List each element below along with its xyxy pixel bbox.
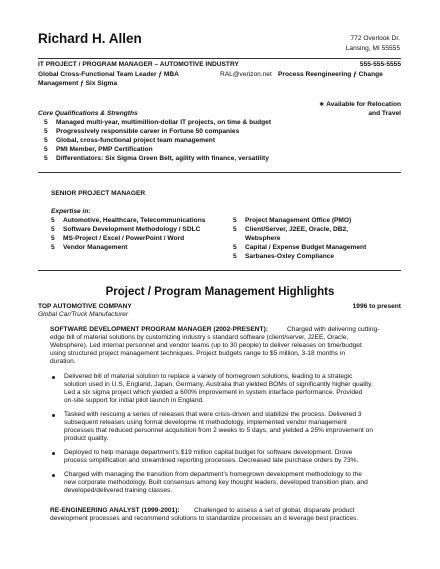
address-line-2: Lansing, MI 55555 [345,45,400,52]
header-divider [38,58,401,59]
relocation-line-2: and Travel [368,110,401,117]
role2-title: RE-ENGINEERING ANALYST (1999-2001): [50,507,180,514]
list-item: 5 Project Management Office (PMO) [233,217,352,224]
role1-line: using structured project management techniques. Project budgets range to $5 million, 3-18 months in [50,350,346,357]
list-item: 5 Progressively responsible career in Fortune 50 companies [44,128,240,135]
list-item: 5 Vendor Management [51,244,128,251]
role1-title: SOFTWARE DEVELOPMENT PROGRAM MANAGER (2002-PRESENT): [50,326,268,333]
list-item: 5 Global, cross-functional project team management [44,137,216,144]
sixsigma-line: Management ƒ Six Sigma [38,80,118,87]
candidate-name: Richard H. Allen [38,31,142,46]
role1-line: duration. [50,358,76,365]
list-item: 5 MS-Project / Excel / PowerPoint / Word [51,235,185,242]
company-name: TOP AUTOMOTIVE COMPANY [38,303,132,310]
role2-line: development processes and recommend solutions to standardize processes an d leverage best practices. [50,515,359,522]
list-item: 5 PMI Member, PMP Certification [44,146,153,153]
bullet-marker: 5 [44,155,48,162]
bullet-dot [52,452,55,455]
role1-line: edge bill of material solutions by customizing industry s standard software (client/server, J2EE, Oracle, [50,334,349,341]
accomplishment-line: solution used in U.S, England, Japan, Germany, Australia that yielded BOMs of significantly higher quality. [64,381,373,388]
list-item: 5 Sarbanes-Oxley Compliance [233,253,335,260]
bullet-marker: 5 [233,244,237,251]
email: RAL@verizon.net [220,71,272,78]
list-item: 5 Client/Server, J2EE, Oracle, DB2, [233,226,348,233]
bullet-dot [52,376,55,379]
expertise-heading: Expertise in: [51,208,91,215]
accomplishment-line: on-site support for initial pilot launch in England. [64,397,205,404]
role1-line: Websphere). Led internal personnel and vendor teams (up to 30 people) to deliver releases on time/budget [50,342,362,349]
accomplishment-line: Deployed to help manage department’s $19 million capital budget for software development. Drove [64,449,353,456]
phone: 555-555-5555 [359,61,401,68]
list-item: 5 Managed multi-year, multimillion-dollar IT projects, on time & budget [44,119,272,126]
accomplishment-line: Tasked with rescuing a series of releases that were crisis-driven and stabilize the process. Delivered 3 [64,411,362,418]
leader-line: Global Cross-Functional Team Leader ƒ MBA [38,71,179,78]
title-line: IT PROJECT / PROGRAM MANAGER – AUTOMOTIVE INDUSTRY [38,61,239,68]
bullet-marker: 5 [51,235,55,242]
accomplishment-line: subsequent releases using formal developme nt methodology, implemented vendor management [64,419,347,426]
relocation-line-1: ∗ Available for Relocation [319,101,401,108]
bullet-marker: 5 [233,217,237,224]
employment-dates: 1996 to present [352,303,401,310]
bullet-marker: 5 [44,137,48,144]
list-item: 5 Differentiators: Six Sigma Green Belt, agility with finance, versatility [44,155,269,162]
list-item: 5 Software Development Methodology / SDLC [51,226,201,233]
reengineering-line: Process Reengineering ƒ Change [278,71,383,78]
bullet-marker: 5 [44,146,48,153]
role1-line: Charged with delivering cutting- [287,326,380,333]
accomplishment-line: Charged with managing the transition from department’s homegrown development methodology to the [64,471,362,478]
core-heading: Core Qualifications & Strengths [38,110,138,117]
role2-line: Challenged to assess a set of global, disparate product [194,507,355,514]
bullet-marker: 5 [51,217,55,224]
list-item-continuation: Websphere [245,235,281,242]
bullet-marker: 5 [233,253,237,260]
bullet-marker: 5 [44,119,48,126]
section-divider [38,270,401,271]
bullet-dot [52,474,55,477]
list-item: 5 Automotive, Healthcare, Telecommunications [51,217,206,224]
accomplishment-line: Led a six sigma project which yielded a 600% improvement in system interface performance. Provided [64,389,363,396]
role-title: SENIOR PROJECT MANAGER [51,190,146,197]
highlights-title: Project / Program Management Highlights [105,286,335,298]
accomplishment-line: Delivered bill of material solution to replace a variety of homegrown solutions, leading to a strategic [64,373,353,380]
bullet-marker: 5 [51,244,55,251]
list-item: 5 Capital / Expense Budget Management [233,244,367,251]
bullet-marker: 5 [233,226,237,233]
accomplishment-line: process simplification and streamlined reporting processes. Decreased late purchase orders by 73%. [64,457,359,464]
accomplishment-line: product quality. [64,435,109,442]
address-line-1: 772 Overlook Dr. [350,35,400,42]
section-divider [38,172,401,173]
bullet-marker: 5 [51,226,55,233]
accomplishment-line: processes that reduced personnel acquisition from 2 weeks to 5 days, and yielded a 25% improvement on [64,427,373,434]
company-description: Global Car/Truck Manufacturer [38,311,129,318]
accomplishment-line: new corporate methodology. Built consensus among key thought leaders, developed transition plan, and [64,479,368,486]
accomplishment-line: developed/delivered training classes. [64,487,173,494]
bullet-dot [52,414,55,417]
bullet-marker: 5 [44,128,48,135]
